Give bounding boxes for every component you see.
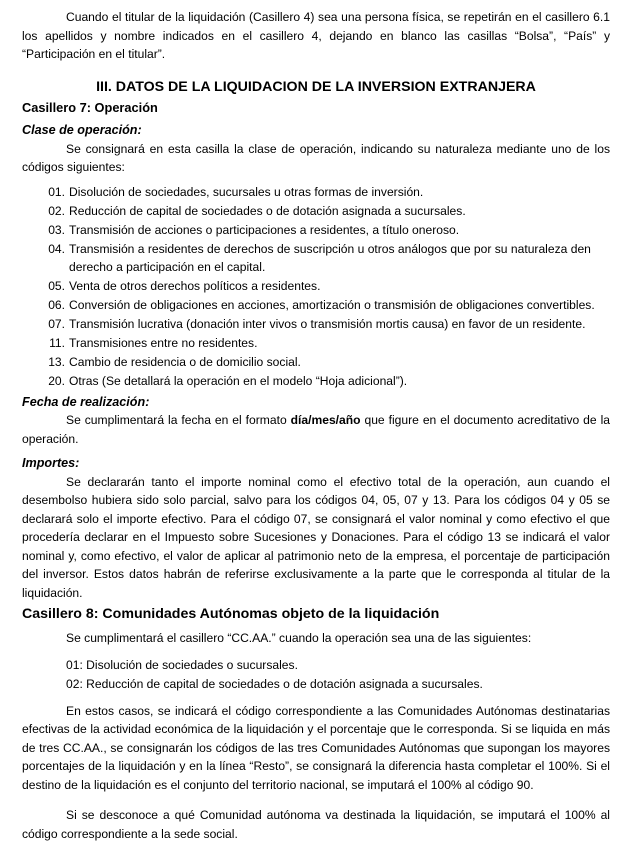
code-number: 04.	[48, 241, 65, 256]
section-title: III. DATOS DE LA LIQUIDACION DE LA INVERSION EXTRANJERA	[96, 78, 536, 95]
fecha-text-after: que figure en el documento acreditativo de la operación.	[22, 413, 610, 446]
code-number: 06.	[48, 298, 65, 312]
importes-title: Importes:	[22, 456, 80, 470]
code-number: 05.	[48, 279, 65, 293]
code-description: Reducción de capital de sociedades o de dotación asignada a sucursales.	[69, 203, 466, 218]
code-number: 02.	[48, 203, 65, 218]
intro-paragraph: Cuando el titular de la liquidación (Casillero 4) sea una persona física, se repetirán en el casillero 6.1 los apellidos y nombre indicados en el casillero 4, dejando en blanco las casillas “Bolsa”, “País” y “Participación en el titular”.	[22, 10, 610, 61]
list-item: 01: Disolución de sociedades o sucursales.	[66, 657, 298, 672]
code-number: 07.	[48, 317, 65, 331]
list-item	[22, 240, 610, 277]
clase-operacion-title: Clase de operación:	[22, 123, 142, 137]
box8-paragraph-2: Si se desconoce a qué Comunidad autónoma va destinada la liquidación, se imputará el 100% al código correspondiente a la sede social.	[22, 808, 610, 841]
list-item	[22, 372, 610, 391]
code-number: 01.	[48, 184, 65, 199]
code-description: Transmisión lucrativa (donación inter vivos o transmisión mortis causa) en favor de un residente.	[69, 317, 586, 331]
code-description: Cambio de residencia o de domicilio social.	[69, 355, 301, 369]
list-item	[22, 334, 610, 353]
list-item	[22, 353, 610, 372]
fecha-text-before: Se cumplimentará la fecha en el formato	[66, 413, 291, 427]
code-number: 20.	[48, 374, 65, 388]
list-item	[22, 315, 610, 334]
fecha-realizacion-paragraph	[22, 411, 610, 448]
importes-paragraph: Se declararán tanto el importe nominal como el efectivo total de la operación, aun cuando el desembolso hubiera sido solo parcial, salvo para los códigos 04, 05, 07 y 13. Para los códigos 04 y 05 se declarará solo el importe efectivo. Para el código 07, se consignará el valor nominal y como efectivo el que procedería declarar en el Impuesto sobre Sucesiones y Donaciones. Para el código 13 se indicará el valor nominal y, como efectivo, el valor de aplicar al patrimonio neto de la empresa, el porcentaje de participación del inversor. Estos datos habrán de referirse exclusivamente a la parte que le corresponda al titular de la liquidación.	[22, 474, 610, 600]
box8-operation-list	[22, 656, 610, 694]
list-item	[22, 277, 610, 296]
code-number: 03.	[48, 222, 65, 237]
operation-code-list	[22, 183, 610, 391]
code-description: Venta de otros derechos políticos a residentes.	[69, 279, 321, 293]
box8-paragraph-1: En estos casos, se indicará el código correspondiente a las Comunidades Autónomas destinatarias efectivas de la actividad económica de la liquidación y el porcentaje que le corresponda. Si se liquida en más de tres CC.AA., se consignarán los códigos de las tres Comunidades Autónomas que supongan los mayores porcentajes de la liquidación y en la línea “Resto”, se consignará la diferencia hasta completar el 100%. Si el destino de la liquidación es el conjunto del territorio nacional, se imputará el 100% al código 90.	[22, 703, 610, 792]
list-item	[22, 183, 610, 202]
code-description: Otras (Se detallará la operación en el modelo “Hoja adicional”).	[69, 374, 408, 388]
code-description: Conversión de obligaciones en acciones, amortización o transmisión de obligaciones convertibles.	[69, 298, 595, 312]
code-description: Transmisión a residentes de derechos de suscripción u otros análogos que por su naturaleza den derecho a participación en el capital.	[69, 241, 591, 274]
code-number: 11.	[49, 336, 65, 350]
list-item	[22, 296, 610, 315]
code-description: Transmisiones entre no residentes.	[69, 336, 258, 350]
list-item	[22, 202, 610, 221]
box8-title: Casillero 8: Comunidades Autónomas objeto de la liquidación	[22, 606, 440, 622]
code-description: Transmisión de acciones o participaciones a residentes, a título oneroso.	[69, 222, 460, 237]
document-page	[22, 8, 610, 843]
box8-intro: Se cumplimentará el casillero “CC.AA.” cuando la operación sea una de las siguientes:	[66, 631, 532, 645]
clase-operacion-intro: Se consignará en esta casilla la clase de operación, indicando su naturaleza mediante uno de los códigos siguientes:	[22, 141, 610, 174]
box7-title: Casillero 7: Operación	[22, 99, 158, 115]
date-format-bold: día/mes/año	[290, 413, 361, 427]
code-description: Disolución de sociedades, sucursales u otras formas de inversión.	[69, 184, 424, 199]
code-number: 13.	[48, 355, 65, 369]
list-item: 02: Reducción de capital de sociedades o de dotación asignada a sucursales.	[66, 677, 483, 691]
list-item	[22, 221, 610, 240]
fecha-realizacion-title: Fecha de realización:	[22, 394, 150, 409]
